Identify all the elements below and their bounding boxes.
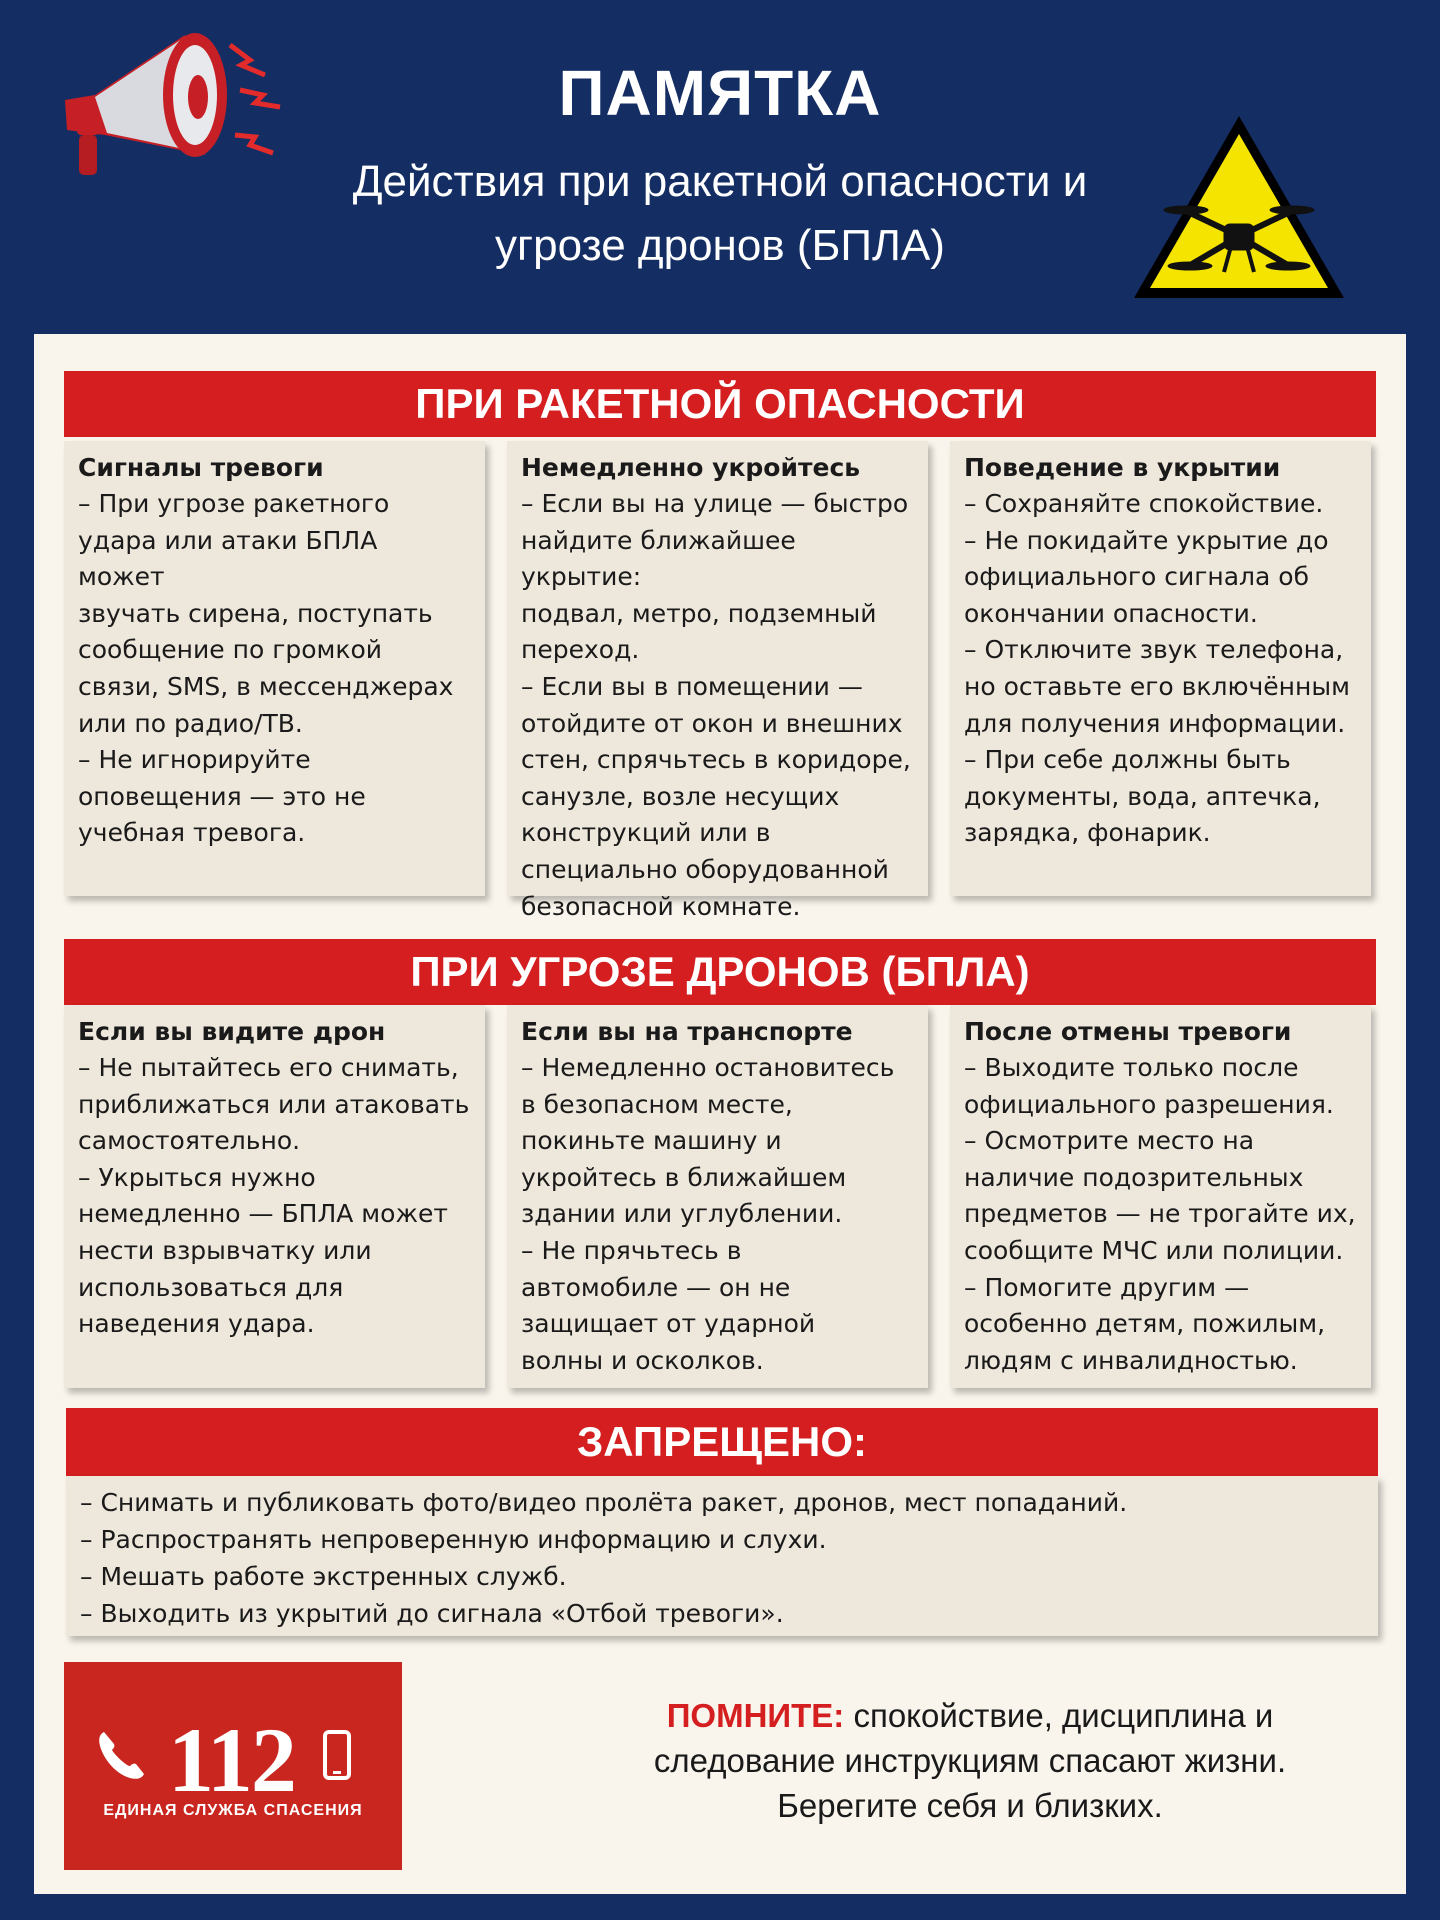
info-card (950, 441, 1371, 896)
card-title: Если вы на транспорте (521, 1017, 853, 1046)
card-title: Немедленно укройтесь (521, 453, 861, 482)
emergency-number: 112 (168, 1709, 295, 1811)
card-text: – Не пытайтесь его снимать, приближаться или атаковать самостоятельно. – Укрыться нужно немедленно — БПЛА может нести взрывчатку или использоваться для наведения удара. (78, 1053, 470, 1339)
forbidden-item: – Мешать работе экстренных служб. (80, 1562, 567, 1591)
info-card (64, 441, 485, 896)
card-title: Поведение в укрытии (964, 453, 1281, 482)
card-text: – Выходите только после официального разрешения. – Осмотрите место на наличие подозрительных предметов — не трогайте их, сообщите МЧС или полиции. – Помогите другим — особенно детям, пожилым, людям с инвалидностью. (964, 1053, 1356, 1375)
remember-text: следование инструкциям спасают жизни. (653, 1742, 1287, 1779)
card-text: – Немедленно остановитесь в безопасном месте, покиньте машину и укройтесь в ближайшем здании или углублении. – Не прячьтесь в автомобиле — он не защищает от ударной волны и осколков. (521, 1053, 895, 1375)
page-subtitle (240, 150, 1200, 278)
card-title: Сигналы тревоги (78, 453, 324, 482)
card-title: После отмены тревоги (964, 1017, 1292, 1046)
page-title: ПАМЯТКА (558, 57, 882, 129)
card-text: – Если вы на улице — быстро найдите ближайшее укрытие: подвал, метро, подземный переход. – Если вы в помещении — отойдите от окон и внешних стен, спрячьтесь в коридоре, санузле, возле несущих конструкций или в специально оборудованной безопасной комнате. (521, 489, 911, 921)
forbidden-item: – Выходить из укрытий до сигнала «Отбой тревоги». (80, 1599, 784, 1628)
forbidden-item: – Снимать и публиковать фото/видео пролёта ракет, дронов, мест попаданий. (80, 1488, 1128, 1517)
drone-warning-icon (1130, 112, 1348, 302)
card-title: Если вы видите дрон (78, 1017, 386, 1046)
info-card (64, 1005, 485, 1388)
emergency-caption: ЕДИНАЯ СЛУЖБА СПАСЕНИЯ (103, 1802, 363, 1819)
section-heading: ПРИ РАКЕТНОЙ ОПАСНОСТИ (64, 371, 1376, 437)
info-card (950, 1005, 1371, 1388)
remember-note (520, 1693, 1420, 1828)
forbidden-list (66, 1476, 1378, 1636)
subtitle-line: Действия при ракетной опасности и (352, 157, 1088, 206)
subtitle-line: угрозе дронов (БПЛА) (495, 221, 945, 270)
info-card (507, 1005, 928, 1388)
card-text: – При угрозе ракетного удара или атаки БПЛА может звучать сирена, поступать сообщение по громкой связи, SMS, в мессенджерах или по радио/ТВ. – Не игнорируйте оповещения — это не учебная тревога. (78, 489, 454, 848)
header (0, 0, 1440, 330)
section-heading: ПРИ УГРОЗЕ ДРОНОВ (БПЛА) (64, 939, 1376, 1005)
info-card (507, 441, 928, 921)
mobile-phone-icon (322, 1730, 352, 1782)
emergency-number-block (64, 1662, 402, 1870)
card-text: – Сохраняйте спокойствие. – Не покидайте укрытие до официального сигнала об окончании опасности. – Отключите звук телефона, но оставьте его включённым для получения информации. – При себе должны быть документы, вода, аптечка, зарядка, фонарик. (964, 489, 1350, 848)
remember-text: спокойствие, дисциплина и (844, 1697, 1274, 1734)
remember-text: Берегите себя и близких. (777, 1787, 1163, 1824)
forbidden-item: – Распространять непроверенную информацию и слухи. (80, 1525, 827, 1554)
forbidden-heading: ЗАПРЕЩЕНО: (66, 1408, 1378, 1476)
remember-label: ПОМНИТЕ: (666, 1697, 845, 1734)
phone-icon (96, 1730, 146, 1782)
